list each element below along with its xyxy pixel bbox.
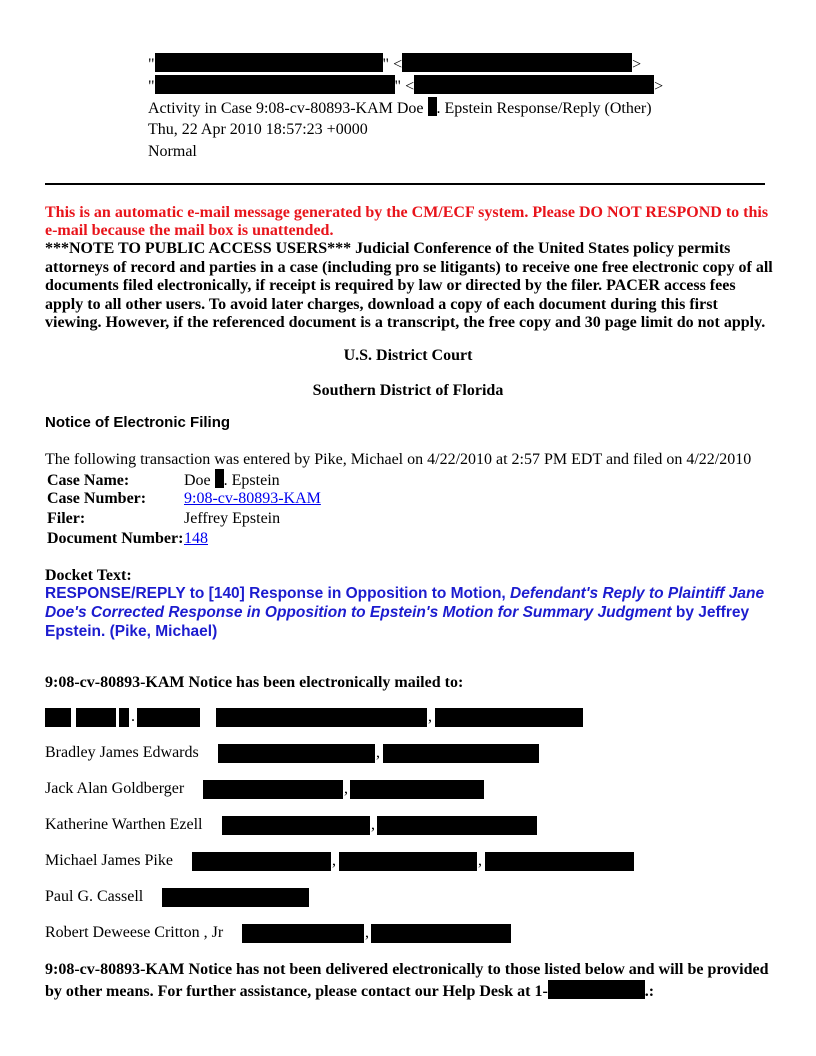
to-value: " " < > (148, 75, 663, 97)
recipient-row: Katherine Warthen Ezell , (45, 815, 645, 835)
mailed-to-title: 9:08-cv-80893-KAM Notice has been electronically mailed to: (45, 674, 464, 691)
redacted-email (192, 852, 331, 871)
recipient-name: Katherine Warthen Ezell (45, 816, 203, 833)
docket-text-label: Docket Text: (45, 567, 132, 584)
court-name: U.S. District Court (343, 347, 473, 364)
recipient-row (45, 887, 645, 907)
recipient-row: Robert Deweese Critton , Jr , (45, 923, 645, 943)
redacted-recipient-email-2 (435, 708, 583, 727)
recipient-row: Michael James Pike , , (45, 851, 665, 871)
date-value: Thu, 22 Apr 2010 18:57:23 +0000 (148, 121, 368, 138)
docket-text: RESPONSE/REPLY to [140] Response in Opposition to Motion, Defendant's Reply to Plaintiff Jane Doe's Corrected Response in Opposition to Epstein's Motion for Summary Judgment by Jeffrey Epstein. (Pike, Michael) (45, 585, 765, 640)
document-number-label: Document Number: (47, 530, 184, 547)
filer-row (47, 509, 280, 529)
recipient-name: Bradley James Edwards (45, 744, 199, 761)
redacted-to-email (414, 75, 654, 94)
redacted-email (218, 744, 375, 763)
recipient-name: Michael James Pike (45, 852, 173, 869)
redacted-email (350, 780, 484, 799)
redacted-from-name (155, 53, 383, 72)
public-access-note: ***NOTE TO PUBLIC ACCESS USERS*** Judicial Conference of the United States policy permits attorneys of record and parties in a case (including pro se litigants) to receive one free electronic copy of all documents filed electronically, if receipt is required by law or directed by the filer. PACER access fees apply to all other users. To avoid later charges, download a copy of each document during this first viewing. However, if the referenced document is a transcript, the free copy and 30 page limit do not apply. (45, 240, 773, 331)
redacted-case-name (215, 469, 224, 488)
redacted-phone (548, 980, 645, 999)
redacted-email (339, 852, 477, 871)
recipient-row: Bradley James Edwards , (45, 743, 645, 763)
redacted-email (485, 852, 634, 871)
header-divider (45, 183, 765, 185)
auto-message-warning: This is an automatic e-mail message generated by the CM/ECF system. Please DO NOT RESPOND to this e-mail because the mail box is unattended. (45, 204, 769, 239)
redacted-recipient-name-3 (119, 708, 129, 727)
transaction-text: The following transaction was entered by Pike, Michael on 4/22/2010 at 2:57 PM EDT and filed on 4/22/2010 (45, 451, 752, 468)
redacted-from-email (402, 53, 632, 72)
case-name-label: Case Name: (47, 472, 130, 489)
case-name-row (47, 469, 280, 489)
importance-value: Normal (148, 143, 197, 160)
case-number-label: Case Number: (47, 490, 147, 507)
redacted-recipient-email-1 (216, 708, 427, 727)
redacted-email (371, 924, 511, 943)
redacted-recipient-name-4 (137, 708, 200, 727)
redacted-recipient-name-2 (76, 708, 116, 727)
case-number-row (47, 489, 321, 509)
case-number-link[interactable]: 9:08-cv-80893-KAM (184, 490, 321, 507)
not-delivered-notice: 9:08-cv-80893-KAM Notice has not been delivered electronically to those listed below and will be provided by other means. For further assistance, please contact our Help Desk at 1- .: (45, 961, 769, 1000)
subject-value: Activity in Case 9:08-cv-80893-KAM Doe . Epstein Response/Reply (Other) (148, 97, 652, 119)
redacted-email (222, 816, 370, 835)
document-number-row (47, 529, 208, 549)
filer-value: Jeffrey Epstein (184, 510, 281, 527)
court-district: Southern District of Florida (312, 382, 504, 399)
from-value: " " < > (148, 53, 641, 75)
redacted-subject (428, 97, 437, 116)
document-number-link[interactable]: 148 (184, 530, 208, 547)
recipient-row-redacted: . , (45, 707, 645, 727)
redacted-email (377, 816, 537, 835)
case-name-value: Doe . Epstein (184, 469, 280, 491)
recipient-name: Jack Alan Goldberger (45, 780, 185, 797)
nef-title: Notice of Electronic Filing (45, 414, 231, 431)
redacted-email (383, 744, 539, 763)
redacted-recipient-name-1 (45, 708, 71, 727)
recipient-name: Paul G. Cassell (45, 888, 144, 905)
redacted-email (242, 924, 364, 943)
redacted-to-name (155, 75, 395, 94)
recipient-name: Robert Deweese Critton , Jr (45, 924, 224, 941)
redacted-email (162, 888, 309, 907)
redacted-email (203, 780, 343, 799)
recipient-row: Jack Alan Goldberger , (45, 779, 645, 799)
filer-label: Filer: (47, 510, 86, 527)
